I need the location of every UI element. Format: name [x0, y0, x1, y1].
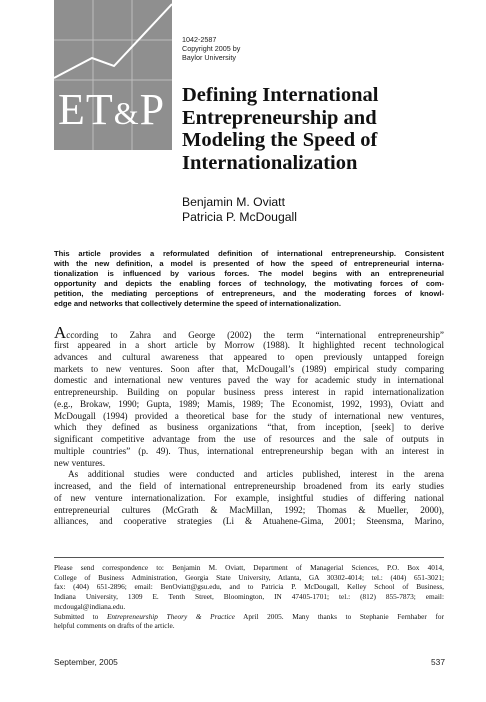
body-line: markets to new ventures. Soon after that, McDougall’s (1989) empirical study comparing [54, 363, 444, 374]
issue-date: September, 2005 [54, 657, 118, 667]
footnote-line: College of Business Administration, Georgia State University, Atlanta, GA 30302-4014; tel.: (404) 651-3021; [54, 572, 444, 582]
abstract-line: This article provides a reformulated definition of international entrepreneurship. Consistent [54, 249, 444, 258]
body-line: domestic and international new ventures paved the way for academic study in international [54, 375, 444, 386]
body-line: As additional studies were conducted and articles published, interest in the arena [68, 469, 444, 480]
issn: 1042-2587 [182, 35, 217, 44]
article-body [54, 325, 444, 528]
title-line: Internationalization [182, 151, 358, 174]
body-line: alliances, and cooperative strategies (Li & Atuahene-Gima, 2001; Steensma, Marino, [54, 516, 444, 527]
publisher: Baylor University [182, 53, 236, 62]
submission-note: Submitted to Entrepreneurship Theory & Practice April 2005. Many thanks to Stephanie Fernhaber for [54, 611, 444, 621]
body-line: increased, and the field of international entrepreneurship broadened from its early studies [54, 481, 444, 491]
title-line: Defining International [182, 84, 379, 106]
body-line: (e.g., Brokaw, 1990; Gupta, 1989; Mamis, 1989; The Economist, 1992, 1993), Oviatt and [54, 398, 444, 409]
body-line: McDougall (1994) provided a theoretical base for the study of international new ventures, [54, 410, 444, 421]
abstract-line: edge and networks that collectively determine the speed of internationalization. [54, 299, 341, 309]
footnote-rule [54, 557, 444, 558]
abstract [54, 249, 444, 310]
footnote [54, 563, 444, 631]
title-line: Modeling the Speed of [182, 129, 378, 151]
body-line: significant competitive advantage from the use of resources and the sale of outputs in [54, 434, 444, 444]
drop-cap: A [54, 323, 67, 342]
body-line: advances and cultural awareness that appeared to open previously untapped foreign [54, 351, 444, 362]
copyright: Copyright 2005 by [182, 44, 241, 53]
journal-name: Entrepreneurship Theory & Practice [106, 611, 235, 621]
body-line: which they defined as business organizations “that, from inception, [seek] to derive [54, 422, 444, 433]
body-line: first appeared in a short article by Morrow (1988). It highlighted recent technological [54, 340, 444, 350]
body-line: entrepreneurship. Building on popular business press interest in rapid internationalization [54, 387, 444, 397]
author-list [182, 195, 297, 225]
footnote-line: Indiana University, 1309 E. Tenth Street, Bloomington, IN 47405-1701; tel.: (812) 855-7873; email: [54, 592, 444, 602]
author-name: Patricia P. McDougall [182, 210, 297, 224]
body-line: entrepreneurial cultures (McGrath & MacMillan, 1992; Thomas & Mueller, 2000), [54, 504, 444, 515]
footnote-line: mcdougal@indiana.edu. [54, 601, 126, 611]
abstract-line: with the new definition, a model is presented of how the speed of entrepreneurial interna- [54, 259, 444, 269]
body-line: new ventures. [54, 457, 106, 468]
page-number: 537 [431, 657, 445, 667]
body-line: of new venture internationalization. For example, insightful studies of differing national [54, 492, 444, 503]
abstract-line: tionalization is influenced by various forces. The model begins with an entrepreneurial [54, 269, 444, 279]
abstract-line: petition, the mediating perceptions of entrepreneurs, and the moderating forces of knowl- [54, 289, 444, 299]
footnote-line: fax: (404) 651-2896; email: BenOviatt@gsu.edu, and to Patricia P. McDougall, Kelley School of Business, [54, 582, 444, 592]
abstract-line: opportunity and depicts the enabling forces of technology, the motivating forces of com- [54, 279, 444, 289]
logo-lettering: ET&P [58, 85, 166, 134]
footnote-line: helpful comments on drafts of the article. [54, 621, 175, 631]
article-title [182, 84, 452, 174]
author-name: Benjamin M. Oviatt [182, 195, 285, 209]
footnote-line: Please send correspondence to: Benjamin M. Oviatt, Department of Managerial Sciences, P.O. Box 4014, [54, 563, 444, 572]
body-first-line: According to Zahra and George (2002) the term “international entrepreneurship” [54, 323, 444, 342]
title-line: Entrepreneurship and [182, 106, 377, 129]
body-line: multiple countries” (p. 49). Thus, international entrepreneurship began with an interest in [54, 445, 444, 456]
publication-meta [182, 35, 240, 62]
journal-logo [54, 0, 172, 150]
